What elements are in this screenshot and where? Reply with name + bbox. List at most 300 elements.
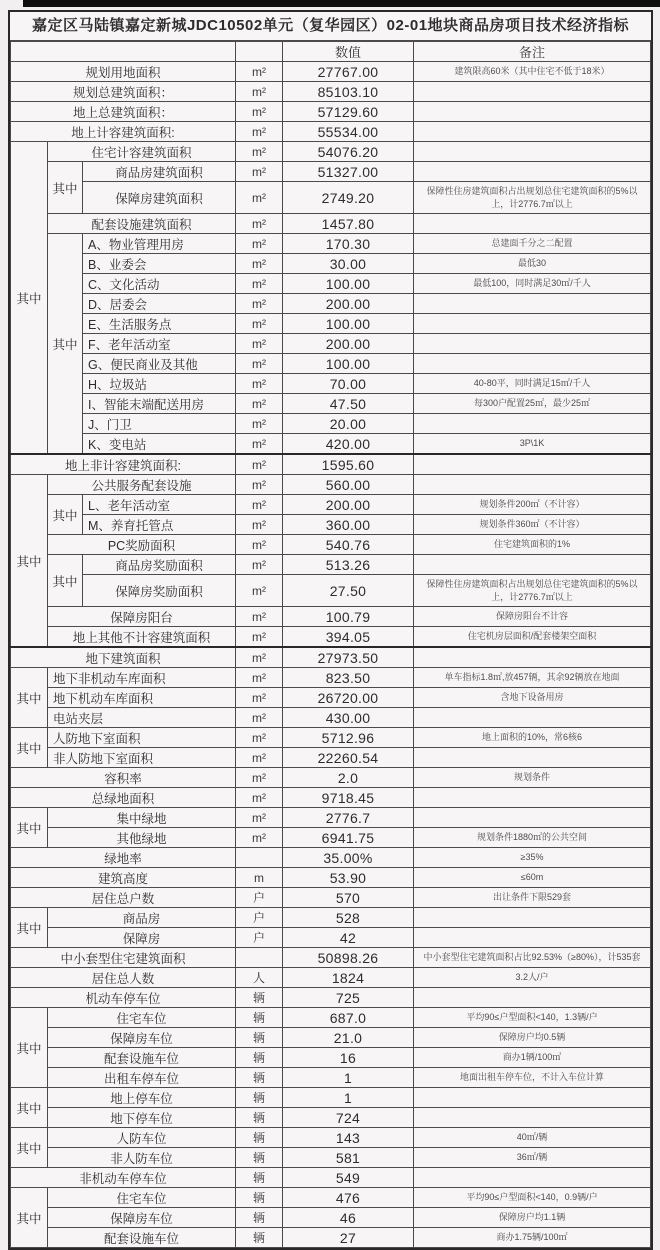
row-value: 51327.00 — [283, 162, 414, 182]
row-label: 电站夹层 — [48, 708, 236, 728]
row-label: 其他绿地 — [48, 828, 236, 848]
row-label: 地上其他不计容建筑面积 — [48, 627, 236, 648]
row-unit: 辆 — [236, 1148, 283, 1168]
table-row — [11, 122, 651, 142]
row-unit: m² — [236, 214, 283, 234]
row-note — [414, 555, 651, 575]
group-cell-outer: 其中 — [11, 1008, 48, 1088]
table-row — [11, 274, 651, 294]
row-label: 配套设施建筑面积 — [48, 214, 236, 234]
row-value: 528 — [283, 908, 414, 928]
row-unit: 辆 — [236, 1208, 283, 1228]
table-row — [11, 62, 651, 82]
row-note: 规划条件1880㎡的公共空间 — [414, 828, 651, 848]
table-row — [11, 535, 651, 555]
table-row — [11, 374, 651, 394]
row-unit: 辆 — [236, 1108, 283, 1128]
row-label: 非机动车停车位 — [11, 1168, 236, 1188]
table-row — [11, 768, 651, 788]
row-label: H、垃圾站 — [83, 374, 236, 394]
table-row — [11, 1228, 651, 1248]
row-note: 保障性住房建筑面积占出规划总住宅建筑面积的5%以上，计2776.7㎡以上 — [414, 182, 651, 214]
row-value: 27973.50 — [283, 647, 414, 668]
row-unit: m² — [236, 354, 283, 374]
row-value: 2.0 — [283, 768, 414, 788]
row-value: 53.90 — [283, 868, 414, 888]
table-row — [11, 1028, 651, 1048]
row-label: 地下停车位 — [48, 1108, 236, 1128]
row-note — [414, 1168, 651, 1188]
row-label: I、智能末端配送用房 — [83, 394, 236, 414]
row-label: E、生活服务点 — [83, 314, 236, 334]
row-note — [414, 1088, 651, 1108]
row-label: 配套设施车位 — [48, 1228, 236, 1248]
row-unit — [236, 848, 283, 868]
header-row — [11, 42, 651, 62]
row-label: 住宅车位 — [48, 1008, 236, 1028]
row-note: 总建面千分之二配置 — [414, 234, 651, 254]
row-value: 724 — [283, 1108, 414, 1128]
table-row — [11, 988, 651, 1008]
table-row — [11, 102, 651, 122]
row-value: 100.00 — [283, 314, 414, 334]
table-row — [11, 788, 651, 808]
row-value: 27767.00 — [283, 62, 414, 82]
row-value: 42 — [283, 928, 414, 948]
table-row — [11, 394, 651, 414]
row-note: 住宅机房层面积/配套楼架空面积 — [414, 627, 651, 648]
table-row — [11, 828, 651, 848]
table-row — [11, 627, 651, 648]
table-row — [11, 555, 651, 575]
row-unit: m² — [236, 748, 283, 768]
row-label: J、门卫 — [83, 414, 236, 434]
row-label: 机动车停车位 — [11, 988, 236, 1008]
table-row — [11, 948, 651, 968]
row-note — [414, 142, 651, 162]
row-unit: m² — [236, 254, 283, 274]
row-label: 保障房 — [48, 928, 236, 948]
row-value: 54076.20 — [283, 142, 414, 162]
table-row — [11, 454, 651, 475]
group-cell-outer: 其中 — [11, 728, 48, 768]
row-value: 35.00% — [283, 848, 414, 868]
table-row — [11, 182, 651, 214]
row-note: 出让条件下限529套 — [414, 888, 651, 908]
row-label: 地下机动车库面积 — [48, 688, 236, 708]
row-value: 170.30 — [283, 234, 414, 254]
row-unit: m² — [236, 102, 283, 122]
row-unit: m² — [236, 334, 283, 354]
row-value: 687.0 — [283, 1008, 414, 1028]
row-label: 住宅车位 — [48, 1188, 236, 1208]
group-cell-outer: 其中 — [11, 1188, 48, 1248]
row-note — [414, 214, 651, 234]
header-value-cell: 数值 — [283, 42, 414, 62]
row-unit: m² — [236, 234, 283, 254]
row-unit: m² — [236, 728, 283, 748]
row-note — [414, 354, 651, 374]
table-row — [11, 928, 651, 948]
group-cell-inner: 其中 — [48, 234, 83, 455]
row-value: 540.76 — [283, 535, 414, 555]
row-value: 55534.00 — [283, 122, 414, 142]
row-note: 最低100，同时满足30㎡/千人 — [414, 274, 651, 294]
table-row — [11, 1068, 651, 1088]
header-note-cell: 备注 — [414, 42, 651, 62]
row-value: 1 — [283, 1088, 414, 1108]
row-unit: m² — [236, 627, 283, 648]
row-label: 人防地下室面积 — [48, 728, 236, 748]
row-unit: m² — [236, 454, 283, 475]
row-label: 集中绿地 — [48, 808, 236, 828]
row-value: 6941.75 — [283, 828, 414, 848]
row-unit: m² — [236, 555, 283, 575]
row-note — [414, 1108, 651, 1128]
row-unit: m² — [236, 414, 283, 434]
table-row — [11, 142, 651, 162]
row-note: ≤60m — [414, 868, 651, 888]
table-row — [11, 688, 651, 708]
table-row — [11, 1148, 651, 1168]
row-value: 581 — [283, 1148, 414, 1168]
row-note — [414, 748, 651, 768]
row-value: 200.00 — [283, 495, 414, 515]
row-note — [414, 122, 651, 142]
row-note: 商办1.75辆/100㎡ — [414, 1228, 651, 1248]
row-value: 85103.10 — [283, 82, 414, 102]
row-note: 每300户配置25㎡，最少25㎡ — [414, 394, 651, 414]
row-unit: m² — [236, 274, 283, 294]
row-unit: m² — [236, 708, 283, 728]
row-label: 人防车位 — [48, 1128, 236, 1148]
row-label: 地上非计容建筑面积: — [11, 454, 236, 475]
row-unit: m² — [236, 575, 283, 607]
row-label: 建筑高度 — [11, 868, 236, 888]
row-note — [414, 788, 651, 808]
row-label: 地上停车位 — [48, 1088, 236, 1108]
row-note: 商办1辆/100㎡ — [414, 1048, 651, 1068]
row-label: 住宅计容建筑面积 — [48, 142, 236, 162]
row-unit: m² — [236, 768, 283, 788]
row-label: 保障房车位 — [48, 1028, 236, 1048]
group-cell-outer: 其中 — [11, 1088, 48, 1128]
row-unit: 辆 — [236, 988, 283, 1008]
table-row — [11, 575, 651, 607]
row-note: 保障房户均1.1辆 — [414, 1208, 651, 1228]
row-note: 保障性住房建筑面积占出规划总住宅建筑面积的5%以上，计2776.7㎡以上 — [414, 575, 651, 607]
table-row — [11, 254, 651, 274]
row-label: 保障房建筑面积 — [83, 182, 236, 214]
row-value: 16 — [283, 1048, 414, 1068]
row-label: 总绿地面积 — [11, 788, 236, 808]
table-row — [11, 294, 651, 314]
row-unit: m² — [236, 182, 283, 214]
row-value: 476 — [283, 1188, 414, 1208]
row-value: 1 — [283, 1068, 414, 1088]
row-note — [414, 908, 651, 928]
table-body — [11, 62, 651, 1248]
row-note — [414, 928, 651, 948]
row-value: 100.79 — [283, 607, 414, 627]
row-label: 商品房建筑面积 — [83, 162, 236, 182]
row-value: 70.00 — [283, 374, 414, 394]
row-unit: m² — [236, 142, 283, 162]
row-label: 商品房 — [48, 908, 236, 928]
row-unit: m² — [236, 394, 283, 414]
row-unit: m² — [236, 668, 283, 688]
row-value: 21.0 — [283, 1028, 414, 1048]
row-unit: m² — [236, 122, 283, 142]
row-note: ≥35% — [414, 848, 651, 868]
row-value: 47.50 — [283, 394, 414, 414]
row-label: 绿地率 — [11, 848, 236, 868]
header-label-cell — [11, 42, 236, 62]
table-row — [11, 1008, 651, 1028]
row-unit: m² — [236, 82, 283, 102]
table-row — [11, 808, 651, 828]
row-value: 549 — [283, 1168, 414, 1188]
row-label: 中小套型住宅建筑面积 — [11, 948, 236, 968]
row-note: 保障房阳台不计容 — [414, 607, 651, 627]
row-note: 平均90≤户型面积<140，1.3辆/户 — [414, 1008, 651, 1028]
row-note — [414, 708, 651, 728]
row-note: 最低30 — [414, 254, 651, 274]
row-unit: m² — [236, 808, 283, 828]
row-value: 570 — [283, 888, 414, 908]
table-row — [11, 475, 651, 495]
row-unit: m² — [236, 434, 283, 455]
row-note — [414, 314, 651, 334]
row-value: 27.50 — [283, 575, 414, 607]
row-label: K、变电站 — [83, 434, 236, 455]
table-row — [11, 1128, 651, 1148]
row-label: 非人防地下室面积 — [48, 748, 236, 768]
row-unit: 辆 — [236, 1008, 283, 1028]
group-cell-outer: 其中 — [11, 908, 48, 948]
row-note — [414, 414, 651, 434]
table-row — [11, 1168, 651, 1188]
group-cell-outer: 其中 — [11, 142, 48, 455]
table-row — [11, 728, 651, 748]
row-label: D、居委会 — [83, 294, 236, 314]
row-value: 50898.26 — [283, 948, 414, 968]
table-row — [11, 414, 651, 434]
row-note: 地面出租车停车位，不计入车位计算 — [414, 1068, 651, 1088]
row-label: 商品房奖励面积 — [83, 555, 236, 575]
row-unit: m² — [236, 495, 283, 515]
row-note: 规划条件360㎡（不计容） — [414, 515, 651, 535]
row-unit: 辆 — [236, 1168, 283, 1188]
row-value: 200.00 — [283, 334, 414, 354]
group-cell-outer: 其中 — [11, 475, 48, 648]
table-row — [11, 888, 651, 908]
table-row — [11, 607, 651, 627]
row-label: 出租车停车位 — [48, 1068, 236, 1088]
row-value: 22260.54 — [283, 748, 414, 768]
table-row — [11, 214, 651, 234]
row-note: 单车指标1.8㎡,放457辆，其余92辆放在地面 — [414, 668, 651, 688]
row-note: 地上面积的10%，常6核6 — [414, 728, 651, 748]
row-value: 100.00 — [283, 274, 414, 294]
row-label: 非人防车位 — [48, 1148, 236, 1168]
row-note: 含地下设备用房 — [414, 688, 651, 708]
row-note: 40-80平，同时满足15㎡/千人 — [414, 374, 651, 394]
row-label: M、养育托管点 — [83, 515, 236, 535]
row-label: 地下建筑面积 — [11, 647, 236, 668]
row-value: 2749.20 — [283, 182, 414, 214]
row-unit: m² — [236, 828, 283, 848]
row-label: 地上计容建筑面积: — [11, 122, 236, 142]
row-unit: 辆 — [236, 1128, 283, 1148]
row-note — [414, 454, 651, 475]
row-label: PC奖励面积 — [48, 535, 236, 555]
row-note: 平均90≤户型面积<140，0.9辆/户 — [414, 1188, 651, 1208]
row-value: 1824 — [283, 968, 414, 988]
row-unit: m² — [236, 62, 283, 82]
row-value: 27 — [283, 1228, 414, 1248]
row-unit: m² — [236, 535, 283, 555]
row-note — [414, 647, 651, 668]
table-row — [11, 708, 651, 728]
row-value: 200.00 — [283, 294, 414, 314]
table-row — [11, 1088, 651, 1108]
row-value: 20.00 — [283, 414, 414, 434]
table-row — [11, 868, 651, 888]
row-label: 保障房车位 — [48, 1208, 236, 1228]
row-label: B、业委会 — [83, 254, 236, 274]
row-unit: m — [236, 868, 283, 888]
row-note: 36㎡/辆 — [414, 1148, 651, 1168]
group-cell-outer: 其中 — [11, 668, 48, 728]
indicator-sheet — [8, 10, 653, 1250]
row-value: 725 — [283, 988, 414, 1008]
row-value: 143 — [283, 1128, 414, 1148]
row-value: 420.00 — [283, 434, 414, 455]
table-row — [11, 434, 651, 455]
row-unit — [236, 948, 283, 968]
row-unit: 辆 — [236, 1228, 283, 1248]
top-black-bar — [23, 0, 660, 7]
table-row — [11, 234, 651, 254]
table-row — [11, 848, 651, 868]
row-note: 3.2人/户 — [414, 968, 651, 988]
table-row — [11, 668, 651, 688]
row-unit: m² — [236, 314, 283, 334]
row-note: 规划条件 — [414, 768, 651, 788]
row-note: 中小套型住宅建筑面积占比92.53%（≥80%），计535套 — [414, 948, 651, 968]
row-value: 560.00 — [283, 475, 414, 495]
indicator-table — [10, 41, 651, 1248]
row-value: 1457.80 — [283, 214, 414, 234]
row-note: 3P\1K — [414, 434, 651, 455]
row-label: 配套设施车位 — [48, 1048, 236, 1068]
table-row — [11, 1188, 651, 1208]
row-value: 57129.60 — [283, 102, 414, 122]
row-note: 40㎡/辆 — [414, 1128, 651, 1148]
row-label: 居住总人数 — [11, 968, 236, 988]
row-label: 保障房阳台 — [48, 607, 236, 627]
row-label: 规划用地面积 — [11, 62, 236, 82]
table-row — [11, 647, 651, 668]
row-unit: m² — [236, 647, 283, 668]
row-value: 394.05 — [283, 627, 414, 648]
row-note — [414, 82, 651, 102]
row-value: 1595.60 — [283, 454, 414, 475]
row-unit: m² — [236, 515, 283, 535]
table-row — [11, 495, 651, 515]
group-cell-outer: 其中 — [11, 808, 48, 848]
page-title: 嘉定区马陆镇嘉定新城JDC10502单元（复华园区）02-01地块商品房项目技术经济指标 — [10, 12, 651, 41]
table-row — [11, 748, 651, 768]
row-label: 保障房奖励面积 — [83, 575, 236, 607]
row-label: L、老年活动室 — [83, 495, 236, 515]
row-unit: m² — [236, 607, 283, 627]
table-row — [11, 162, 651, 182]
row-unit: 辆 — [236, 1028, 283, 1048]
group-cell-inner: 其中 — [48, 162, 83, 214]
table-row — [11, 908, 651, 928]
header-unit-cell — [236, 42, 283, 62]
row-value: 100.00 — [283, 354, 414, 374]
table-row — [11, 334, 651, 354]
row-note — [414, 808, 651, 828]
row-value: 46 — [283, 1208, 414, 1228]
row-unit: m² — [236, 688, 283, 708]
row-value: 823.50 — [283, 668, 414, 688]
row-note — [414, 988, 651, 1008]
row-value: 30.00 — [283, 254, 414, 274]
row-label: 地下非机动车库面积 — [48, 668, 236, 688]
row-value: 430.00 — [283, 708, 414, 728]
row-note: 建筑限高60米（其中住宅不低于18米） — [414, 62, 651, 82]
row-unit: 人 — [236, 968, 283, 988]
row-unit: 户 — [236, 928, 283, 948]
row-unit: 辆 — [236, 1048, 283, 1068]
row-unit: m² — [236, 162, 283, 182]
row-unit: 辆 — [236, 1088, 283, 1108]
row-unit: 户 — [236, 908, 283, 928]
row-note — [414, 475, 651, 495]
row-note — [414, 294, 651, 314]
row-unit: 辆 — [236, 1068, 283, 1088]
group-cell-outer: 其中 — [11, 1128, 48, 1168]
row-note — [414, 102, 651, 122]
row-value: 26720.00 — [283, 688, 414, 708]
row-unit: m² — [236, 374, 283, 394]
table-row — [11, 1208, 651, 1228]
row-label: C、文化活动 — [83, 274, 236, 294]
row-label: A、物业管理用房 — [83, 234, 236, 254]
row-note: 保障房户均0.5辆 — [414, 1028, 651, 1048]
row-value: 360.00 — [283, 515, 414, 535]
table-row — [11, 968, 651, 988]
table-row — [11, 82, 651, 102]
table-row — [11, 1048, 651, 1068]
row-unit: m² — [236, 788, 283, 808]
row-value: 513.26 — [283, 555, 414, 575]
row-value: 5712.96 — [283, 728, 414, 748]
row-note — [414, 334, 651, 354]
group-cell-inner: 其中 — [48, 555, 83, 607]
table-row — [11, 1108, 651, 1128]
group-cell-inner: 其中 — [48, 495, 83, 535]
row-label: 容积率 — [11, 768, 236, 788]
row-unit: m² — [236, 294, 283, 314]
row-value: 2776.7 — [283, 808, 414, 828]
row-unit: m² — [236, 475, 283, 495]
row-unit: 辆 — [236, 1188, 283, 1208]
